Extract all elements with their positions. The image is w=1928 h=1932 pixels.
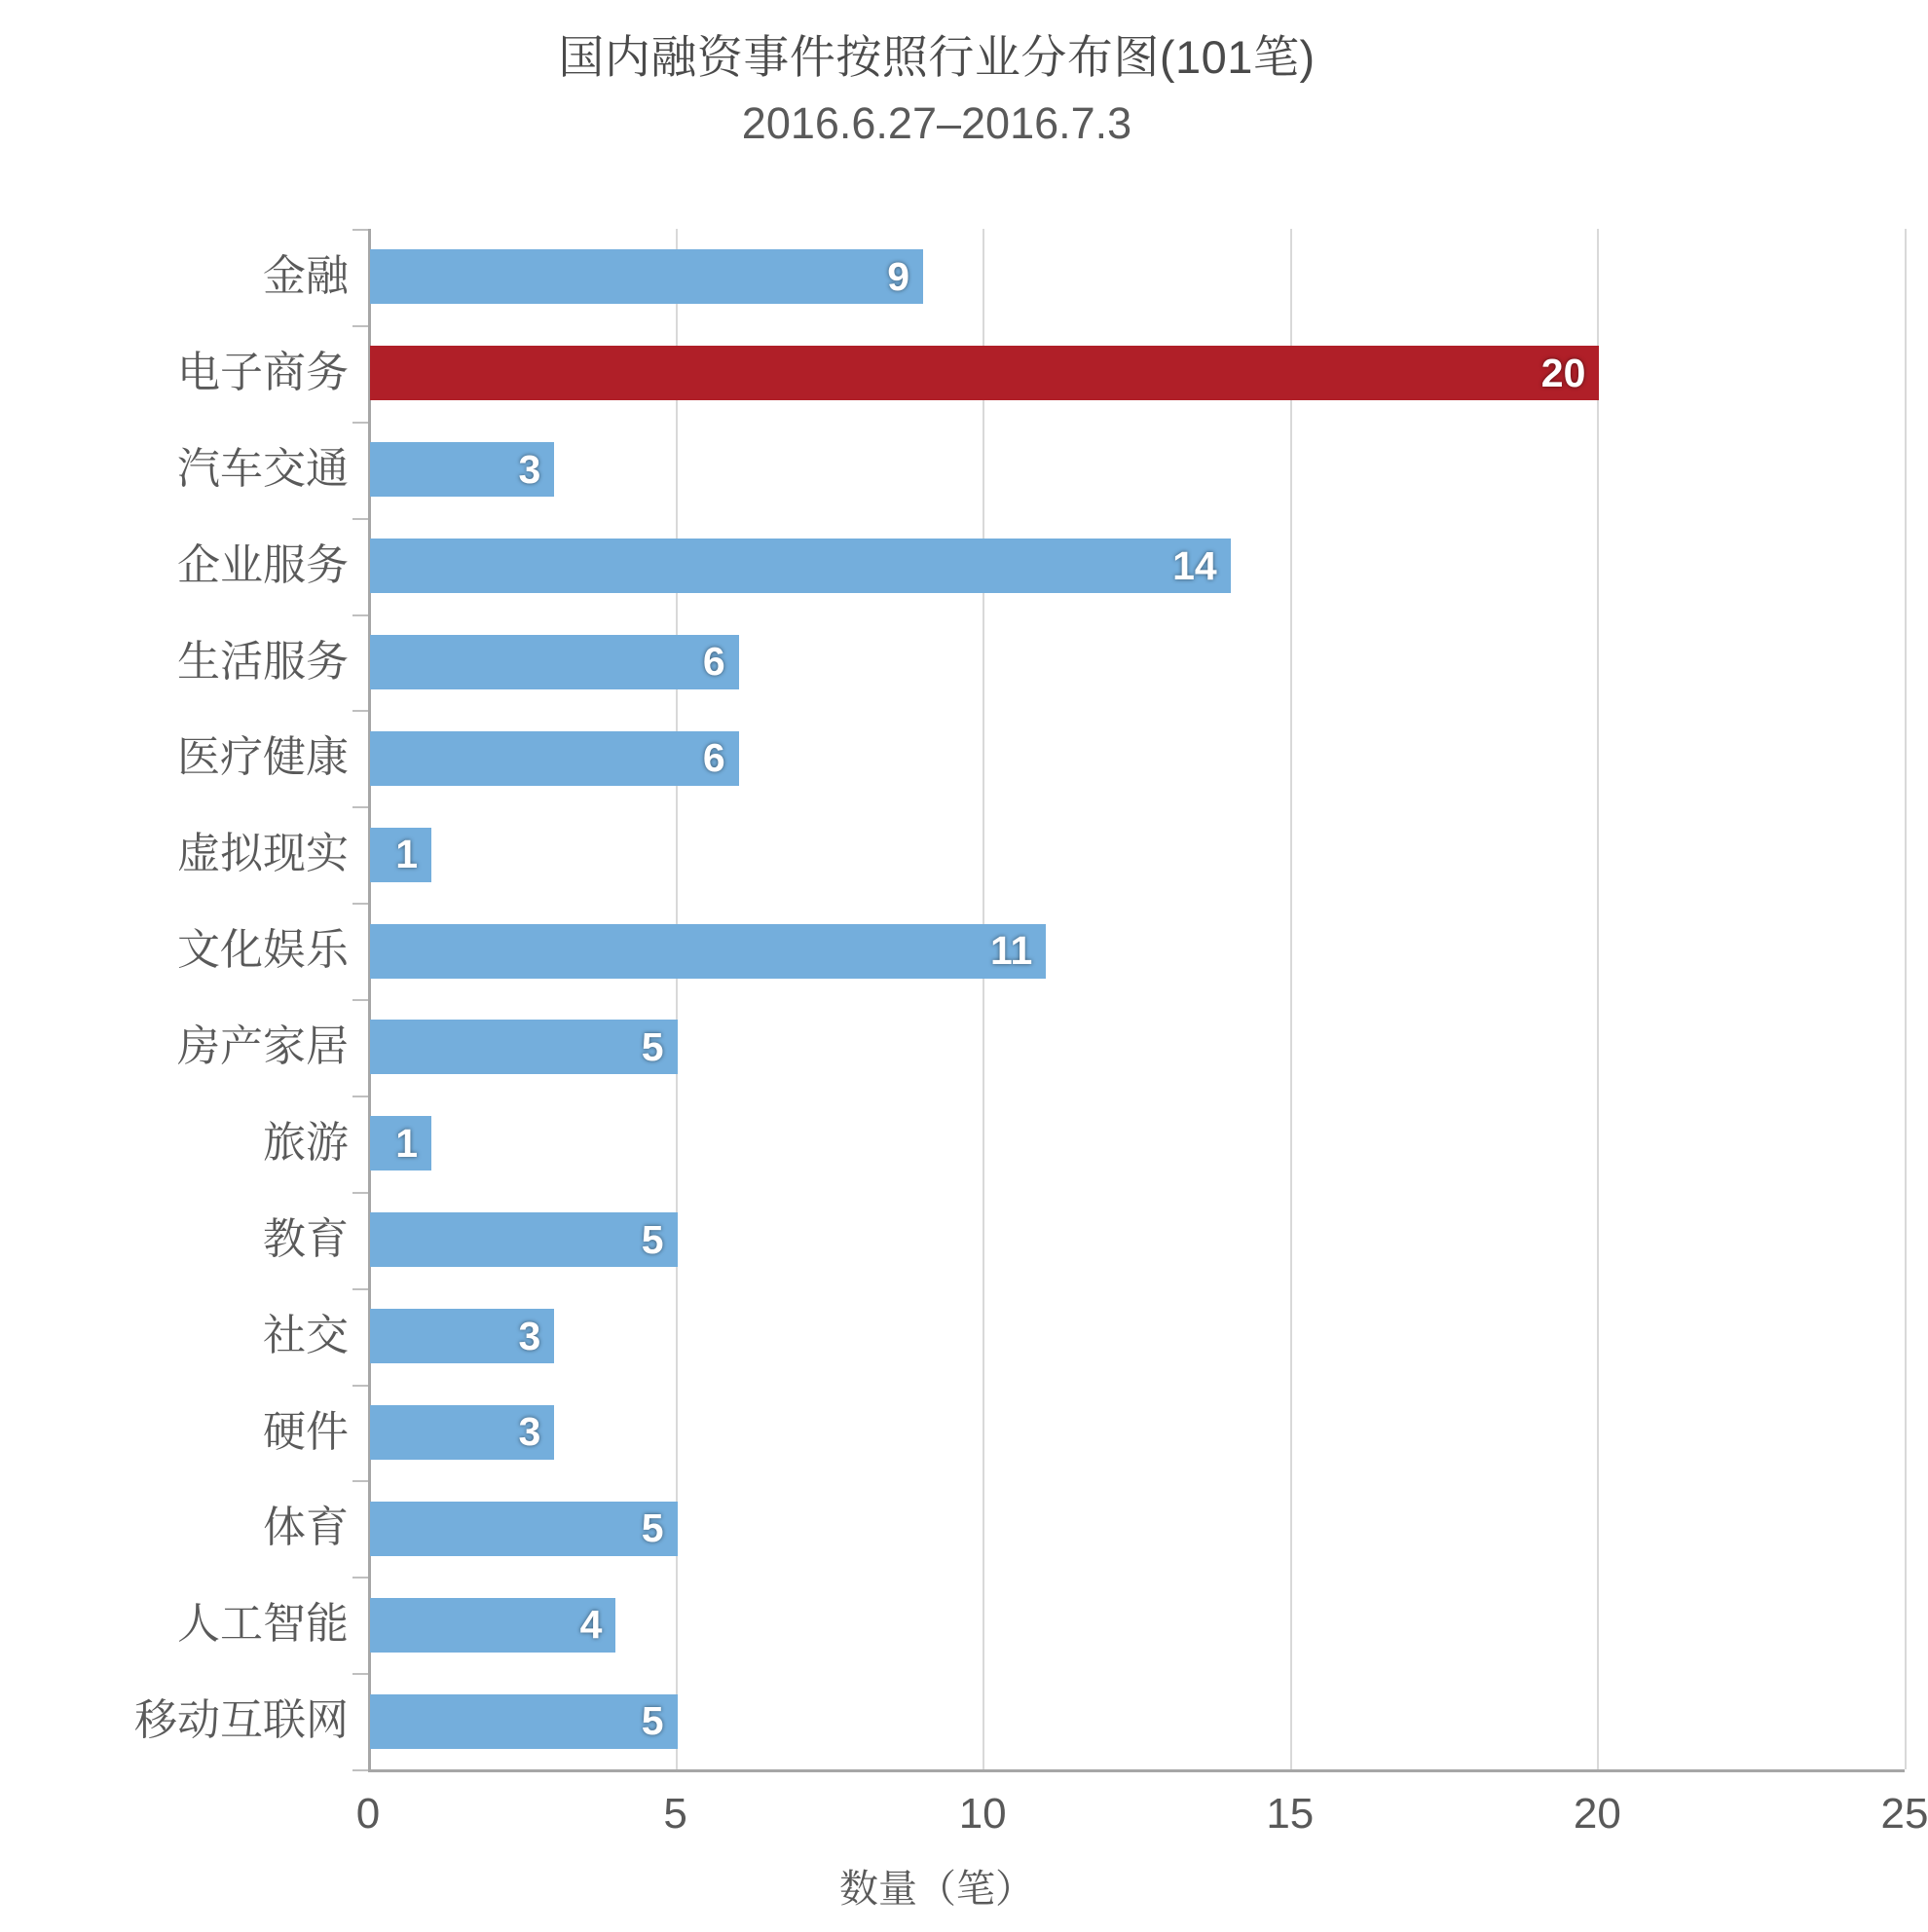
y-tick xyxy=(352,1288,368,1290)
category-label: 虚拟现实 xyxy=(177,830,349,878)
bar xyxy=(370,1020,678,1074)
bar-value-label: 3 xyxy=(518,446,541,492)
x-tick-label: 15 xyxy=(1266,1790,1315,1838)
category-label: 房产家居 xyxy=(177,1022,349,1070)
y-tick xyxy=(352,1192,368,1194)
bar xyxy=(370,1405,554,1460)
category-label: 金融 xyxy=(263,252,349,300)
bar-value-label: 5 xyxy=(641,1698,664,1744)
gridline-20 xyxy=(1597,229,1599,1769)
bar-value-label: 4 xyxy=(579,1602,603,1648)
bar xyxy=(370,249,923,304)
category-label: 企业服务 xyxy=(177,540,349,589)
y-tick xyxy=(352,806,368,808)
x-tick-label: 5 xyxy=(663,1790,687,1838)
y-tick xyxy=(352,710,368,712)
bar-value-label: 3 xyxy=(518,1409,541,1455)
bar-value-label: 1 xyxy=(395,832,419,877)
y-tick xyxy=(352,1480,368,1482)
y-tick xyxy=(352,1385,368,1387)
bar xyxy=(370,539,1231,593)
bar xyxy=(370,346,1599,400)
bar xyxy=(370,731,739,786)
bar xyxy=(370,1502,678,1556)
bar xyxy=(370,1309,554,1363)
y-tick xyxy=(352,422,368,424)
y-tick xyxy=(352,1577,368,1579)
bar-value-label: 3 xyxy=(518,1313,541,1358)
bar xyxy=(370,635,739,689)
category-label: 硬件 xyxy=(263,1407,349,1456)
bar xyxy=(370,1212,678,1267)
bar-value-label: 6 xyxy=(702,639,725,685)
bar xyxy=(370,924,1046,979)
x-axis-title: 数量（笔） xyxy=(839,1868,1034,1911)
category-label: 人工智能 xyxy=(177,1600,349,1649)
category-label: 文化娱乐 xyxy=(177,926,349,975)
y-tick xyxy=(352,1096,368,1097)
bar-value-label: 5 xyxy=(641,1216,664,1262)
title-block xyxy=(0,29,1873,151)
y-tick xyxy=(352,1769,368,1771)
y-tick xyxy=(352,903,368,905)
bar-value-label: 6 xyxy=(702,735,725,781)
bar xyxy=(370,442,554,497)
bar-value-label: 11 xyxy=(989,928,1033,974)
gridline-25 xyxy=(1905,229,1907,1769)
bar-value-label: 14 xyxy=(1172,542,1217,588)
bar xyxy=(370,1598,615,1653)
bar-value-label: 9 xyxy=(887,253,910,299)
x-tick-label: 10 xyxy=(958,1790,1007,1838)
bar-value-label: 5 xyxy=(641,1023,664,1069)
bar-value-label: 5 xyxy=(641,1505,664,1551)
x-axis-line xyxy=(368,1769,1905,1772)
bar xyxy=(370,1116,431,1170)
category-label: 社交 xyxy=(263,1311,349,1359)
gridline-15 xyxy=(1290,229,1292,1769)
y-tick xyxy=(352,1673,368,1675)
category-label: 电子商务 xyxy=(177,348,349,396)
category-label: 旅游 xyxy=(263,1118,349,1167)
category-label: 教育 xyxy=(263,1214,349,1263)
category-label: 移动互联网 xyxy=(134,1696,349,1745)
category-label: 医疗健康 xyxy=(177,733,349,782)
bar xyxy=(370,828,431,882)
y-tick xyxy=(352,999,368,1001)
x-tick-label: 0 xyxy=(355,1790,381,1838)
y-tick xyxy=(352,518,368,520)
category-label: 体育 xyxy=(263,1504,349,1552)
y-tick xyxy=(352,229,368,231)
y-tick xyxy=(352,325,368,327)
x-tick-label: 20 xyxy=(1573,1790,1621,1838)
bar-value-label: 1 xyxy=(395,1120,419,1166)
category-label: 汽车交通 xyxy=(177,444,349,493)
category-label: 生活服务 xyxy=(177,637,349,686)
bar-value-label: 20 xyxy=(1540,350,1586,395)
chart-subtitle: 2016.6.27–2016.7.3 xyxy=(741,97,1132,148)
gridline-10 xyxy=(983,229,984,1769)
bar xyxy=(370,1694,678,1749)
x-tick-label: 25 xyxy=(1880,1790,1928,1838)
page-title: 国内融资事件按照行业分布图(101笔) xyxy=(558,31,1316,83)
y-tick xyxy=(352,614,368,616)
